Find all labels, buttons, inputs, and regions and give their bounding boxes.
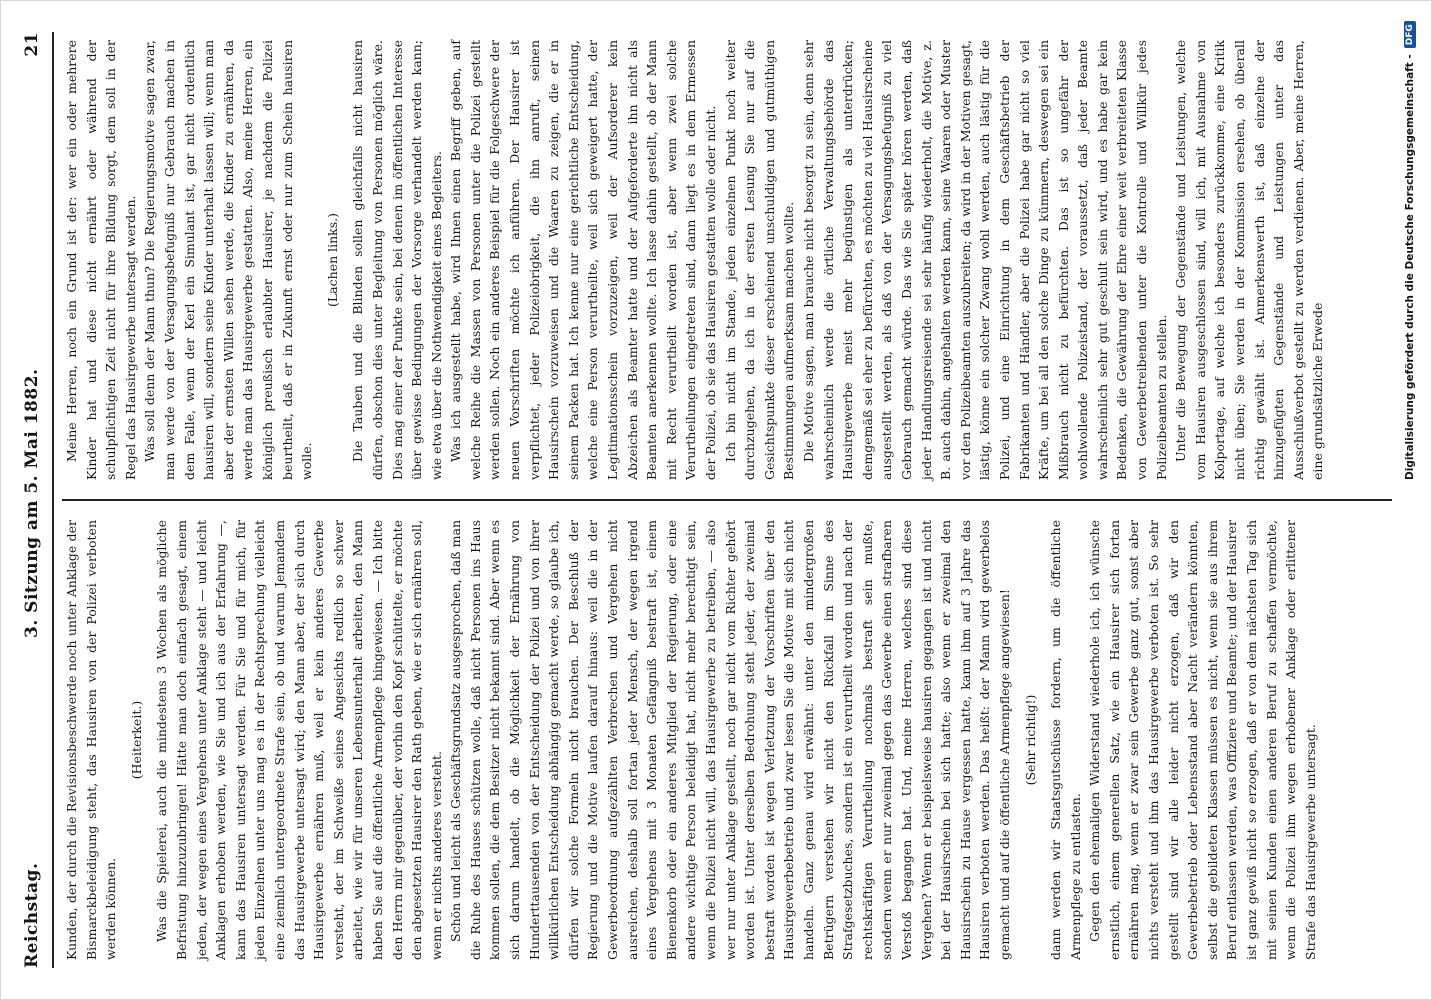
dfg-logo: DFG [1404,21,1416,48]
right-interjection-1: (Lachen links.) [324,213,340,307]
right-paragraph-6: Die Motive sagen, man brauche nicht besorgt zu sein, denn sehr wahrscheinlich werde die örtliche Verwaltungsbehörde das Hausirgewerbe meist mehr begünstigen als unterdrücken; demgemäß sei eher zu befürchten, es möchten zu viel Hausirscheine ausgestellt werden, als daß von der Versagungsbefugniß zu viel Gebrauch gemacht würde. Das wie Sie später hören werden, daß jeder Handlungsreisende sei sehr häufig wiederholt, die Motive, z. B. auch dahin, angehalten werden kann, seine Waaren oder Muster vor den Polizeibeamten auszubreiten; da wird in der Motiven gesagt, lästig, könne ein solcher Zwang wohl werden, auch lästig für die Polizei, und eine Einrichtung in dem Geschäftsbetrieb der Fabrikanten und Händler, aber die Polizei habe gar nicht so viel Kräfte, um bei all den solche Dinge zu kümmern, deswegen sei ein Mißbrauch nicht zu befürchten. Das ist so ungefähr der wohlwollende Polizeistand, der voraussetzt, daß jeder Beamte wahrscheinlich sehr gut geschult sein wird, und es habe gar kein Bedenken, die Gewährung der Ehre einer weit verbreiteten Klasse von Gewerbetreibenden unter die Kontrolle und Willkür jedes Polizeibeamten zu stellen. [800,40,1169,480]
right-column [62,40,1328,480]
left-column [62,520,1320,960]
left-paragraph-5: Gegen den ehemaligen Widerstand wiederhole ich, ich wünsche ernstlich, einem generellen Satz, wie ein Hausirer sich fortan ernähren mag, wenn er zwar sein Gewerbe ganz gut, sonst aber nichts versteht und ihm das Hausirgewerbe verboten ist. So sehr gestellt sind wir alle leider nicht erzogen, daß wir den Gewerbebetrieb oder Lebensstand aber Nacht verändern könnten, selbst die gebildeten Klassen müssen es nicht, wenn sie aus ihrem Beruf entlassen werden, was Offiziere und Beamte; und der Hausirer ist ganz gewiß nicht so erzogen, daß er von dem nächsten Tag sich mit seinen Kunden einen anderen Beruf zu schaffen vermöchte, wenn die Polizei ihm wegen erhobener Anklage oder erlittener Strafe das Hausirgewerbe untersagt. [1087,519,1318,960]
left-paragraph-4: dann werden wir Staatsgutschüsse fordern, um die öffentliche Armenpflege zu entlasten. [1048,520,1083,960]
page-header [22,32,48,968]
right-paragraph-5: Ich bin nicht im Stande, jeden einzelnen Punkt noch weiter durchzugehen, da ich in der ersten Lesung Sie nur auf die Gesichtspunkte dieser erscheinend unschuldigen und gutmüthigen Bestimmungen aufmerksam machen wollte. [722,40,797,480]
page-number: 21 [22,32,42,57]
right-paragraph-2: Was soll denn der Mann thun? Die Regierungsmotive sagen zwar, man werde von der Versagungsbefugniß nur Gebrauch machen in dem Falle, wenn der Kerl ein Simulant ist, gar nicht ordentlich hausiren will, sondern seine Kinder unterhalt lassen will; wenn man aber der ernsten Willen sehen werde, die Kinder zu ernähren, da werde man das Hausirgewerbe gestatten. Also, meine Herren, ein königlich preußisch erlaubter Hausirer, je nachdem die Polizei beurtheilt, daß er in Zukunft ernst oder nur zum Schein hausiren wolle. [142,40,315,480]
right-paragraph-7: Unter die Bewegung der Gegenstände und Leistungen, welche vom Hausiren ausgeschlossen sind, will ich, mit Ausnahme von Kolportage, auf welche ich besonders zurückkomme, eine Kritik nicht üben; Sie werden in der Kommission ersehen, ob überall richtig gewählt ist. Anmerkenswerth ist, daß einzelne der hinzugefügten Gegenstände und Leistungen unter das Ausschlußverbot gestellt zu werden verdienen. Aber, meine Herren, eine grundsätzliche Erwede [1173,40,1326,480]
right-paragraph-1: Meine Herren, noch ein Grund ist der: wer ein oder mehrere Kinder hat und diese nicht ernährt oder während der schulpflichtigen Zeit nicht für ihre Bildung sorgt, dem soll in der Regel das Hausirgewerbe untersagt werden. [64,40,138,480]
left-interjection-2: (Sehr richtig!) [1022,694,1038,786]
left-paragraph-2: Was die Spielerei, auch die mindestens 3 Wochen als mögliche Befristung hinzuzubringen! Hätte man doch einfach gesagt, einem jeden, der wegen eines Vergehens unter Anklage steht — und leicht Anklagen erhoben werden, wie Sie und ich aus der Erfahrung —, kann das Hausiren untersagt werden. Für Sie und für mich, für jeden Einzelnen unter uns mag es in der Rechtsprechung vielleicht eine ziemlich untergeordnete Strafe sein, ob und warum Jemandem das Hausirgewerbe untersagt wird; den Mann aber, der sich durch Hausirgewerbe ernähren muß, weil er kein anderes Gewerbe versteht, der im Schweiße seines Angesichts redlich so schwer arbeitet, wie wir für unseren Lebensunterhalt arbeiten, den Mann haben Sie auf die öffentliche Armenpflege hingewiesen. — Ich bitte den Herrn mir gegenüber, der vorhin den Kopf schüttelte, er möchte den abgesetzten Hausirer den Rath geben, wie er sich ernähren soll, wenn er nichts anderes versteht. [154,520,444,960]
header-divider [52,32,54,968]
left-paragraph-1: Kunden, der durch die Revisionsbeschwerde noch unter Anklage der Bismarckbeleidigung steht, das Hausiren von der Polizei verboten werden können. [64,520,119,960]
right-paragraph-4: Was ich ausgestellt habe, wird Ihnen einen Begriff geben, auf welche Reihe die Massen von Personen unter die Polizei gestellt werden sollen. Noch ein anderes Beispiel für die Folgeschwere der neuen Vorschriften möchte ich anführen. Der Hausirer ist verpflichtet, jeder Polizeiobrigkeit, die ihn anruft, seinen Hausirschein vorzuweisen und die Waaren zu zeigen, die er in seinem Packen hat. Ich kenne nur eine gerichtliche Entscheidung, welche eine Person verurtheilte, weil sich geweigert hatte, der Legitimationsschein vorzuzeigen, weil der Aufsorderer kein Abzeichen als Beamter hatte und der Aufgeforderte ihn nicht als Beamten anerkennen wollte. Ich lasse dahin gestellt, ob der Mann mit Recht verurtheilt worden ist, aber wenn zwei solche Verurtheilungen eingetreten sind, dann liegt es in dem Ermessen der Polizei, ob sie das Hausiren gestatten wolle oder nicht. [448,40,718,480]
dfg-stamp-text: Digitalisierung gefördert durch die Deutsche Forschungsgemeinschaft - [1404,54,1416,480]
column-divider [62,499,1392,501]
left-interjection-1: (Heiterkeit.) [128,700,144,780]
right-paragraph-3: Die Tauben und die Blinden sollen gleichfalls nicht hausiren dürfen, obschon dies unter Begleitung von Personen möglich wäre. Dies mag einer der Punkte sein, bei denen im öffentlichen Interesse über gewisse Bedingungen der Vorsorge verhandelt werden kann; wie etwa über die Nothwendigkeit eines Begleiters. [350,40,444,480]
left-paragraph-3: Schön und leicht als Geschäftsgrundsatz ausgesprochen, daß man die Ruhe des Hauses schützen wolle, daß nicht Personen ins Haus kommen sollen, die dem Besitzer nicht bekannt sind. Aber wenn es sich darum handelt, ob die Möglichkeit der Ernährung von Hunderttausenden von der Entscheidung der Polizei und von ihrer willkürlichen Entscheidung abhängig gemacht werde, so glaube ich, dürfen wir solche Formeln nicht brauchen. Der Beschluß der Regierung und die Motive laufen darauf hinaus: weil die in der Gewerbeordnung aufgezählten Verbrechen und Vergehen nicht ausreichen, deshalb soll fortan jeder Mensch, der wegen irgend eines Vergehens mit 3 Monaten Gefängniß bestraft ist, einem Bienenkorb oder ein anderes Mitglied der Regierung, oder eine andere wichtige Person beleidigt hat, nicht mehr berechtigt sein, wenn die Polizei nicht will, das Hausirgewerbe zu betreiben, — also wer nur unter Anklage gestellt, noch gar nicht vom Richter gehört worden ist. Unter derselben Bedrohung steht jeder, der zweimal bestraft worden ist wegen Verletzung der Vorschriften über den Hausirgewerbebetrieb und zwar lesen Sie die Motive mit sich nicht handeln. Ganz genau wird erwähnt: unter den mindergroßen Betrügern verstehen wir nicht den Rückfall im Sinne des Strafgesetzbuches, sondern ist ein verurtheilt worden und nach der rechtskräftigen Verurtheilung nochmals bestraft sein mußte, sondern wenn er nur zweimal gegen das Gewerbe einen strafbaren Verstoß begangen hat. Und, meine Herren, welches sind diese Vergehen? Wenn er beispielsweise hausiren gegangen ist und nicht bei der Hausirschein bei sich hatte; also wenn er zweimal den Hausirschein zu Hause vergessen hatte, kann ihm auf 3 Jahre das Hausiren verboten werden. Das heißt: der Mann wird gewerbelos gemacht und auf die öffentliche Armenpflege angewiesen! [448,520,1012,960]
header-session-title: 3. Sitzung am 5. Mai 1882. [22,368,42,638]
dfg-digitization-stamp [1400,10,1420,480]
header-left-title: Reichstag. [22,862,42,968]
